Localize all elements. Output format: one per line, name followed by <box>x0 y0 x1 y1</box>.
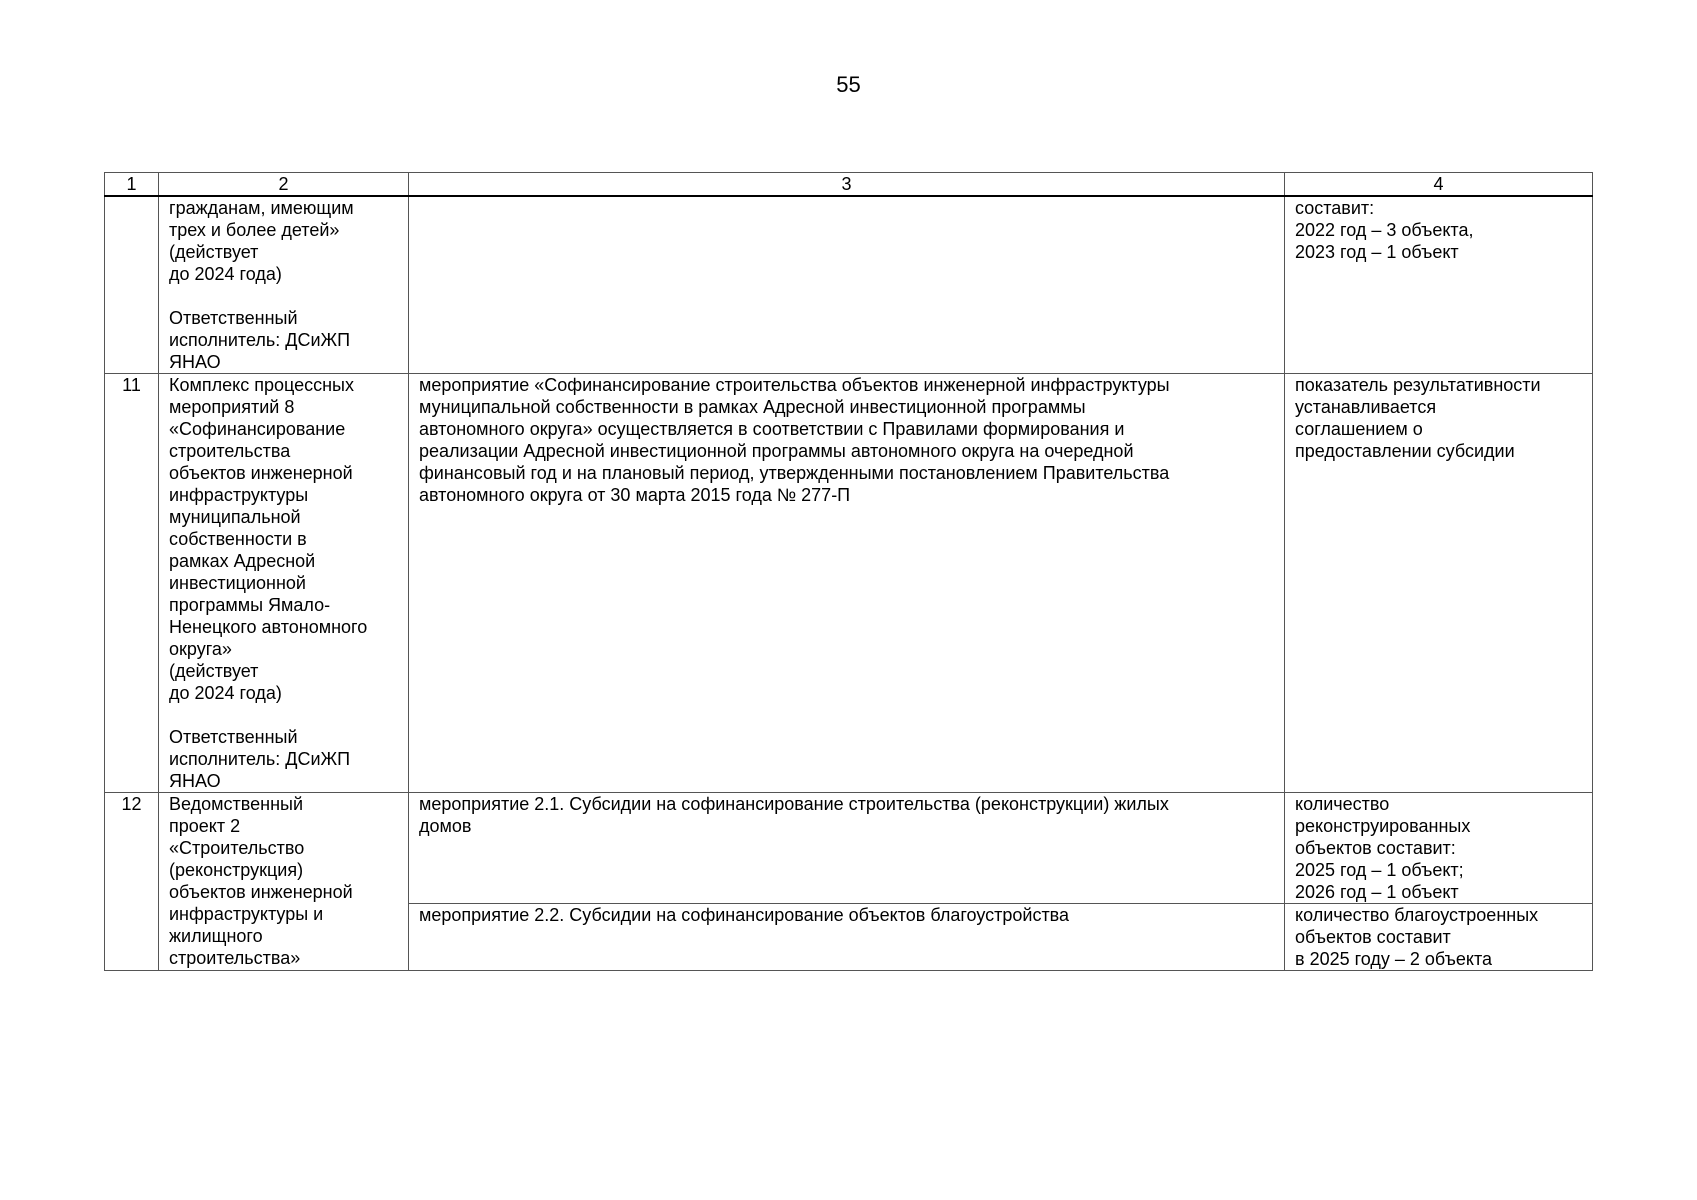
measure-name-cell: Ведомственный проект 2 «Строительство (реконструкция) объектов инженерной инфраструктуры и жилищного строительства» <box>159 793 409 971</box>
column-header-2: 2 <box>159 173 409 197</box>
column-header-3: 3 <box>409 173 1285 197</box>
row-number-cell: 12 <box>105 793 159 971</box>
measure-description-cell: мероприятие «Софинансирование строительства объектов инженерной инфраструктуры муниципальной собственности в рамках Адресной инвестиционной программы автономного округа» осуществляется в соответствии с Правилами формирования и реализации Адресной инвестиционной программы автономного округа на очередной финансовый год и на плановый период, утвержденными постановлением Правительства автономного округа от 30 марта 2015 года № 277-П <box>409 374 1285 793</box>
page-number: 55 <box>836 72 861 97</box>
table-row-12 <box>105 793 1593 904</box>
table-row-11 <box>105 374 1593 793</box>
measure-name-cell: гражданам, имеющим трех и более детей» (действует до 2024 года) Ответственный исполнитель: ДСиЖП ЯНАО <box>159 196 409 374</box>
row-number-cell: 11 <box>105 374 159 793</box>
measure-description-cell: мероприятие 2.1. Субсидии на софинансирование строительства (реконструкции) жилых домов <box>409 793 1285 904</box>
table-header-row <box>105 173 1593 197</box>
column-header-4: 4 <box>1285 173 1593 197</box>
indicator-cell: количество реконструированных объектов составит: 2025 год – 1 объект; 2026 год – 1 объект <box>1285 793 1593 904</box>
column-header-1: 1 <box>105 173 159 197</box>
indicator-cell: составит: 2022 год – 3 объекта, 2023 год – 1 объект <box>1285 196 1593 374</box>
measure-name-cell: Комплекс процессных мероприятий 8 «Софинансирование строительства объектов инженерной инфраструктуры муниципальной собственности в рамках Адресной инвестиционной программы Ямало- Ненецкого автономного округа» (действует до 2024 года) Ответственный исполнитель: ДСиЖП ЯНАО <box>159 374 409 793</box>
row-number-cell <box>105 196 159 374</box>
indicator-cell: количество благоустроенных объектов составит в 2025 году – 2 объекта <box>1285 904 1593 971</box>
measure-description-cell: мероприятие 2.2. Субсидии на софинансирование объектов благоустройства <box>409 904 1285 971</box>
indicator-cell: показатель результативности устанавливается соглашением о предоставлении субсидии <box>1285 374 1593 793</box>
table-row-continued <box>105 196 1593 374</box>
measure-description-cell <box>409 196 1285 374</box>
measures-table <box>104 172 1593 971</box>
